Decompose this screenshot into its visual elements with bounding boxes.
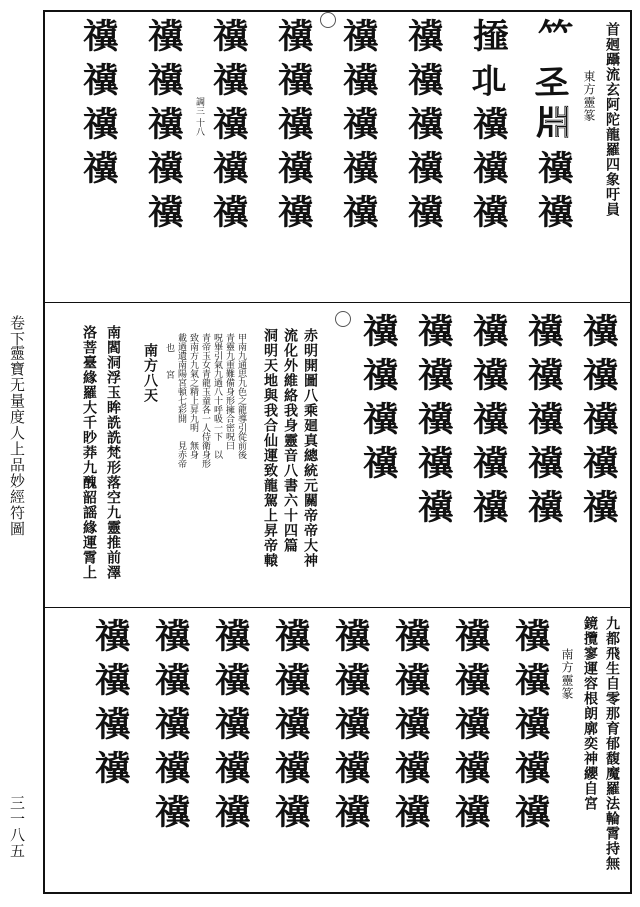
middle-seal-column-4: 𥜥𥜥𥜥𥜥𥜥 xyxy=(411,313,453,533)
panel-middle xyxy=(45,303,630,608)
east-seal-column-2: 𢶍𢀗𥜥𥜥𥜥 xyxy=(466,18,508,238)
east-seal-column-4: 𥜥𥜥𥜥𥜥𥜥 xyxy=(336,18,378,238)
note-line-5: 致南方九氣之精上昇九明 無身 xyxy=(188,333,198,459)
south-seal-column-8: 𥜥𥜥𥜥𥜥 xyxy=(88,618,130,794)
south-seal-column-2: 𥜥𥜥𥜥𥜥𥜥 xyxy=(448,618,490,838)
note-line-1: 甲南九通思九色之龍導引從前後 xyxy=(236,333,246,459)
margin-volume: 卷下 xyxy=(8,315,26,347)
south-sky-heading: 南方八天 xyxy=(142,343,158,403)
east-seal-label: 東方靈篆 xyxy=(582,70,596,122)
south-seal-column-7: 𥜥𥜥𥜥𥜥𥜥 xyxy=(148,618,190,838)
note-line-4: 青帝玉女青龍玉童各一人侍衛身形 xyxy=(200,333,210,468)
south-heading-line-2: 鏡攬寥運容根朗廓奕神纓自宮 xyxy=(582,616,598,811)
panel-south xyxy=(45,608,630,892)
east-seal-column-3: 𥜥𥜥𥜥𥜥𥜥 xyxy=(401,18,443,238)
south-sky-line-2: 洛菩臺緣羅大千眇莽九醜韶謡緣運霄上 xyxy=(81,325,97,580)
middle-seal-column-5: 𥜥𥜥𥜥𥜥 xyxy=(356,313,398,489)
east-heading: 首𢌞躡流玄阿陀龍羅四象吁員 xyxy=(604,22,620,217)
margin-book-title: 靈寶无量度人上品妙經符圖 xyxy=(8,345,26,537)
south-seal-label: 南方靈篆 xyxy=(560,648,574,700)
east-seal-column-5: 𥜥𥜥𥜥𥜥𥜥 xyxy=(271,18,313,238)
note-line-2: 青靈九重難備身形擁合密呪曰 xyxy=(224,333,234,450)
east-seal-column-1: 𥫗𢀖𣶒𥜥𥜥 xyxy=(531,18,573,238)
middle-seal-column-3: 𥜥𥜥𥜥𥜥𥜥 xyxy=(466,313,508,533)
east-seal-column-7: 𥜥𥜥𥜥𥜥𥜥 xyxy=(141,18,183,238)
south-seal-column-4: 𥜥𥜥𥜥𥜥𥜥 xyxy=(328,618,370,838)
scripture-line-2: 洞明天地與我合仙運致龍駕上昇帝轅 xyxy=(262,328,278,568)
page-frame xyxy=(43,10,632,894)
middle-seal-column-2: 𥜥𥜥𥜥𥜥𥜥 xyxy=(521,313,563,533)
margin-page-number: 三一八五 xyxy=(8,795,26,859)
south-sky-line-1: 南閻洞浮玉眸詵詵梵形落空九靈推前澤 xyxy=(105,325,121,580)
panel-east xyxy=(45,12,630,303)
binding-hole-icon xyxy=(335,311,351,327)
south-seal-column-3: 𥜥𥜥𥜥𥜥𥜥 xyxy=(388,618,430,838)
south-seal-column-6: 𥜥𥜥𥜥𥜥𥜥 xyxy=(208,618,250,838)
note-line-3: 呪畢引氣九過八十呼吸一下 以 xyxy=(212,333,222,459)
south-seal-column-1: 𥜥𥜥𥜥𥜥𥜥 xyxy=(508,618,550,838)
east-page-note: 調三 十八 xyxy=(194,97,204,136)
east-seal-column-8: 𥜥𥜥𥜥𥜥 xyxy=(76,18,118,194)
middle-seal-column-1: 𥜥𥜥𥜥𥜥𥜥 xyxy=(576,313,618,533)
scripture-line-3: 流化外維絡我身靈音八書六十四篇 xyxy=(282,328,298,553)
note-line-6: 載過遺南陽宮頓七彩開 見赤帝 xyxy=(176,333,186,468)
east-seal-column-6: 𥜥𥜥𥜥𥜥𥜥 xyxy=(206,18,248,238)
south-seal-column-5: 𥜥𥜥𥜥𥜥𥜥 xyxy=(268,618,310,838)
note-line-7: 也 宮 xyxy=(164,343,174,379)
scripture-line-1: 赤明開圖八乘廻真總統元關帝帝大神 xyxy=(302,328,318,568)
south-heading-line-1: 九都飛生自零那育郁馥魔羅法輪霄持無 xyxy=(604,616,620,871)
